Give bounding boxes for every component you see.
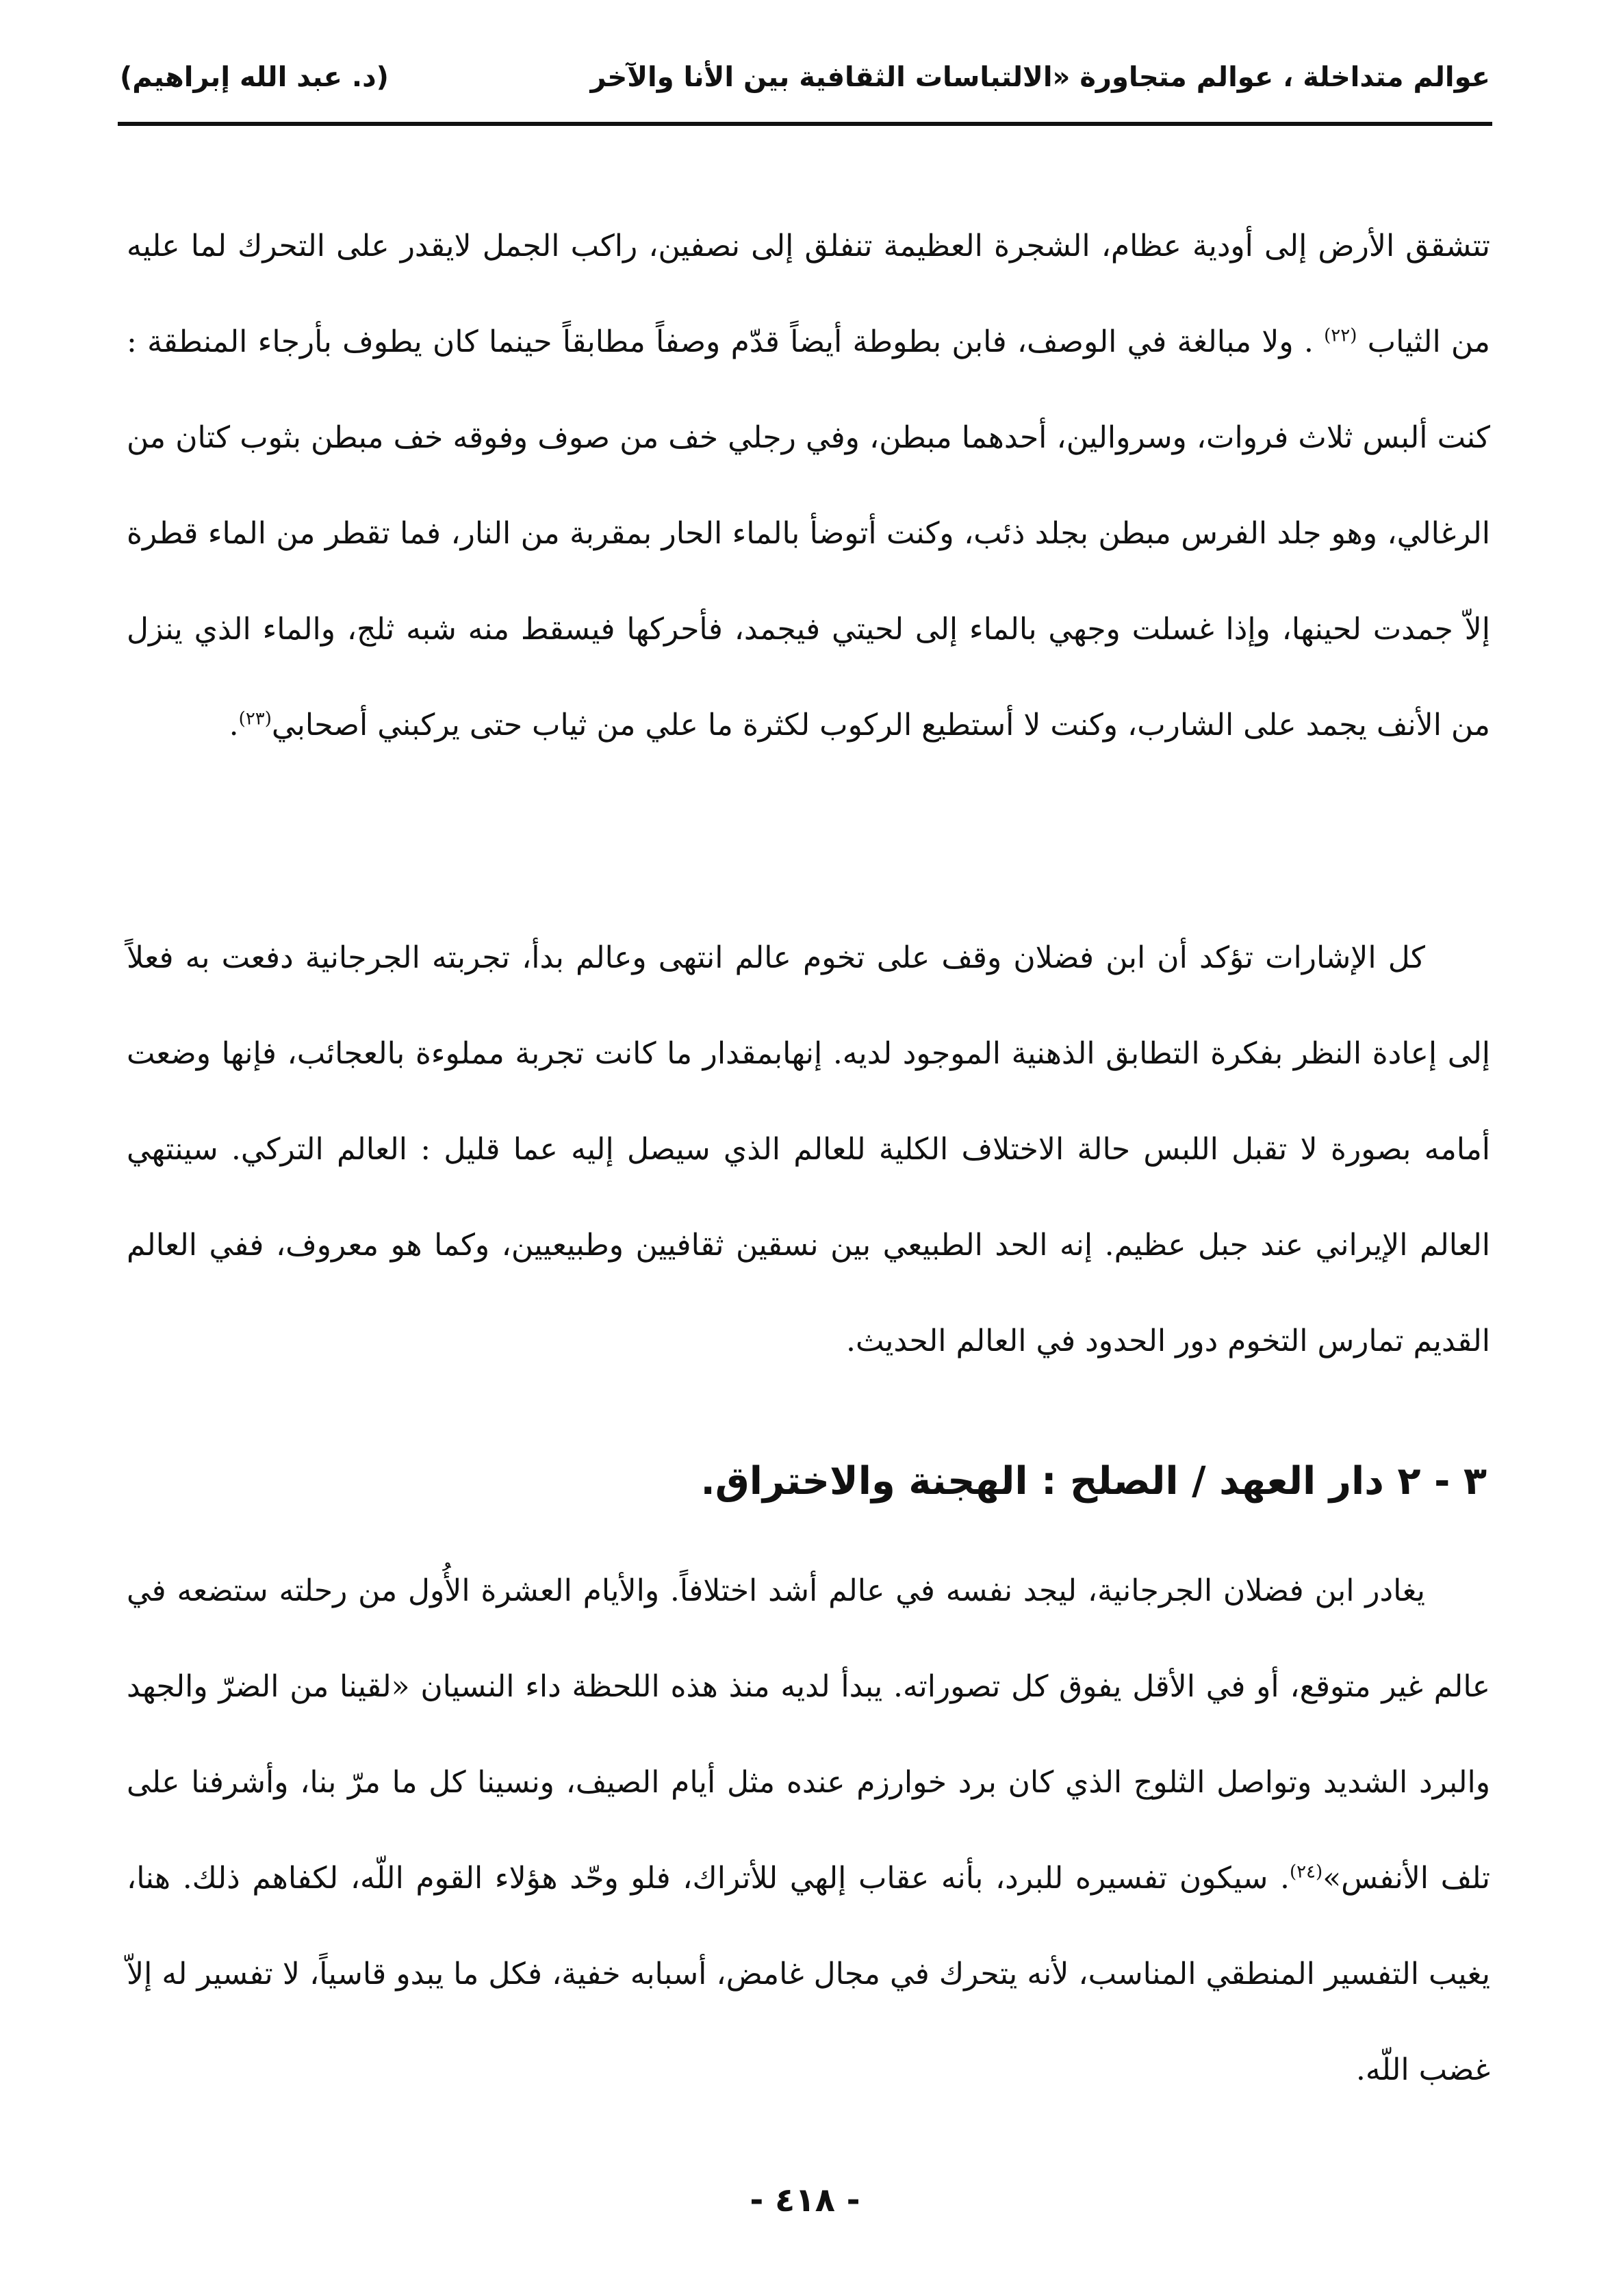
page-number: - ٤١٨ -	[750, 2181, 860, 2219]
paragraph-1-text-c: .	[229, 708, 239, 743]
running-header-author: (د. عبد الله إبراهيم)	[120, 62, 389, 93]
footnote-ref-22: (٢٢)	[1324, 325, 1357, 346]
paragraph-3-text-a: يغادر ابن فضلان الجرجانية، ليجد نفسه في عالم أشد اختلافاً. والأيام العشرة الأُول من رحلته ستضعه في عالم غير متوقع، أو في الأقل يفوق كل تصوراته. يبدأ لديه منذ هذه اللحظة داء النسيان «لقينا من الضرّ والجهد والبرد الشديد وتواصل الثلوج الذي كان برد خوارزم عنده مثل أيام الصيف، ونسينا كل ما مرّ بنا، وأشرفنا على تلف الأنفس»	[127, 1573, 1491, 1896]
paragraph-1	[127, 198, 1490, 773]
header-divider	[118, 122, 1492, 126]
paragraph-3-text-b: . سيكون تفسيره للبرد، بأنه عقاب إلهي للأتراك، فلو وحّد هؤلاء القوم اللّه، لكفاهم ذلك. هنا، يغيب التفسير المنطقي المناسب، لأنه يتحرك في مجال غامض، أسبابه خفية، فكل ما يبدو قاسياً، لا تفسير له إلاّ غضب اللّه.	[127, 1861, 1490, 2087]
paragraph-1-text-b: . ولا مبالغة في الوصف، فابن بطوطة أيضاً قدّم وصفاً مطابقاً حينما كان يطوف بأرجاء المنطقة : كنت ألبس ثلاث فروات، وسروالين، أحدهما مبطن، وفي رجلي خف من صوف وفوقه خف مبطن بثوب كتان من الرغالي، وهو جلد الفرس مبطن بجلد ذئب، وكنت أتوضأ بالماء الحار بمقربة من النار، فما تقطر من الماء قطرة إلاّ جمدت لحينها، وإذا غسلت وجهي بالماء إلى لحيتي فيجمد، فأحركها فيسقط منه شبه ثلج، والماء الذي ينزل من الأنف يجمد على الشارب، وكنت لا أستطيع الركوب لكثرة ما علي من ثياب حتى يركبني أصحابي	[127, 324, 1490, 743]
footnote-ref-24: (٢٤)	[1289, 1861, 1323, 1883]
paragraph-2: كل الإشارات تؤكد أن ابن فضلان وقف على تخوم عالم انتهى وعالم بدأ، تجربته الجرجانية دفعت به فعلاً إلى إعادة النظر بفكرة التطابق الذهنية الموجود لديه. إنهابمقدار ما كانت تجربة مملوءة بالعجائب، فإنها وضعت أمامه بصورة لا تقبل اللبس حالة الاختلاف الكلية للعالم الذي سيصل إليه عما قليل : العالم التركي. سينتهي العالم الإيراني عند جبل عظيم. إنه الحد الطبيعي بين نسقين ثقافيين وطبيعيين، وكما هو معروف، ففي العالم القديم تمارس التخوم دور الحدود في العالم الحديث.	[127, 940, 1490, 1358]
paragraph-3	[127, 1543, 1490, 2118]
running-header	[120, 53, 1490, 101]
running-header-title: عوالم متداخلة ، عوالم متجاورة «الالتباسات الثقافية بين الأنا والآخر	[590, 62, 1490, 93]
paragraph-1-text-a: تتشقق الأرض إلى أودية عظام، الشجرة العظيمة تنفلق إلى نصفين، راكب الجمل لايقدر على التحرك لما عليه من الثياب	[127, 229, 1490, 359]
footnote-ref-23: (٢٣)	[238, 708, 272, 730]
section-heading: ٣ - ٢ دار العهد / الصلح : الهجنة والاختراق.	[700, 1459, 1487, 1504]
